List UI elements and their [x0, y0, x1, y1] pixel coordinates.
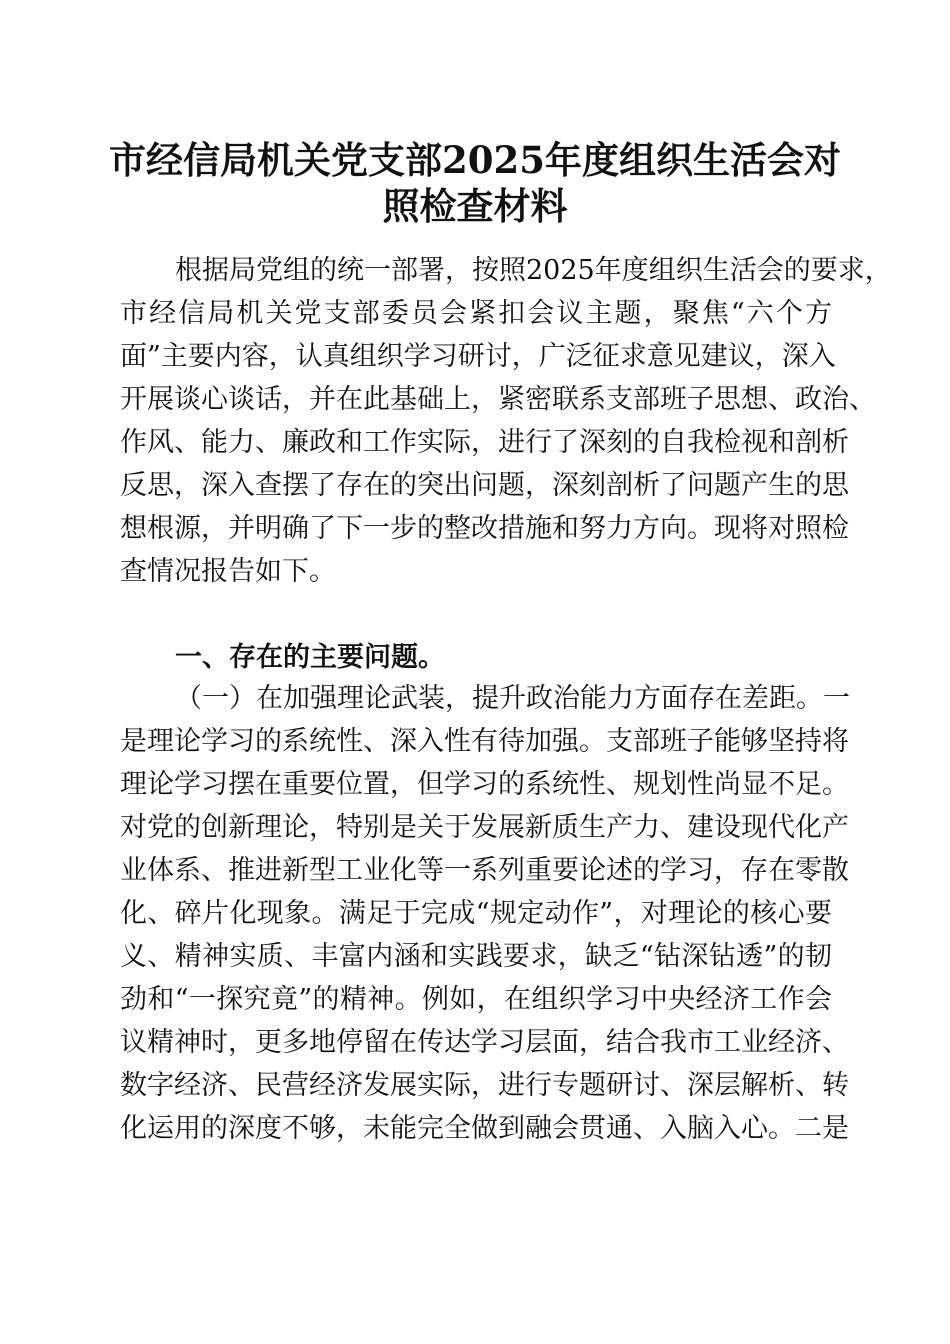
- text-line: 作风、能力、廉政和工作实际，进行了深刻的自我检视和剖析: [120, 427, 849, 458]
- text-line: 开展谈心谈话，并在此基础上，紧密联系支部班子思想、政治、: [120, 384, 876, 415]
- document-title: [0, 137, 950, 229]
- title-line-1: 市经信局机关党支部2025年度组织生活会对: [109, 138, 841, 182]
- text-line: 反思，深入查摆了存在的突出问题，深刻剖析了问题产生的思: [120, 470, 849, 501]
- text-line: 化运用的深度不够，未能完全做到融会贯通、入脑入心。二是: [120, 1113, 849, 1144]
- text-line: 化、碎片化现象。满足于完成“规定动作”，对理论的核心要: [120, 898, 832, 929]
- text-line: 想根源，并明确了下一步的整改措施和努力方向。现将对照检: [120, 513, 849, 544]
- text-line: 市经信局机关党支部委员会紧扣会议主题，聚焦“六个方: [120, 298, 832, 329]
- text-line: 面”主要内容，认真组织学习研讨，广泛征求意见建议，深入: [120, 341, 836, 372]
- section-heading: 一、存在的主要问题。: [175, 642, 445, 673]
- text-line: 业体系、推进新型工业化等一系列重要论述的学习，存在零散: [120, 855, 849, 886]
- text-line: 义、精神实质、丰富内涵和实践要求，缺乏“钻深钻透”的韧: [120, 941, 832, 972]
- intro-paragraph: [120, 249, 892, 593]
- text-line: 查情况报告如下。: [120, 556, 336, 587]
- text-line: 对党的创新理论，特别是关于发展新质生产力、建设现代化产: [120, 812, 849, 843]
- title-line-2: 照检查材料: [382, 184, 568, 228]
- text-line: 是理论学习的系统性、深入性有待加强。支部班子能够坚持将: [120, 726, 849, 757]
- text-line: 根据局党组的统一部署，按照2025年度组织生活会的要求，: [175, 255, 892, 286]
- text-line: （一）在加强理论武装，提升政治能力方面存在差距。一: [175, 683, 850, 714]
- text-line: 数字经济、民营经济发展实际，进行专题研讨、深层解析、转: [120, 1070, 849, 1101]
- text-line: 议精神时，更多地停留在传达学习层面，结合我市工业经济、: [120, 1027, 849, 1058]
- text-line: 劲和“一探究竟”的精神。例如，在组织学习中央经济工作会: [120, 984, 832, 1015]
- text-line: 理论学习摆在重要位置，但学习的系统性、规划性尚显不足。: [120, 769, 849, 800]
- subsection-paragraph: [120, 677, 850, 1150]
